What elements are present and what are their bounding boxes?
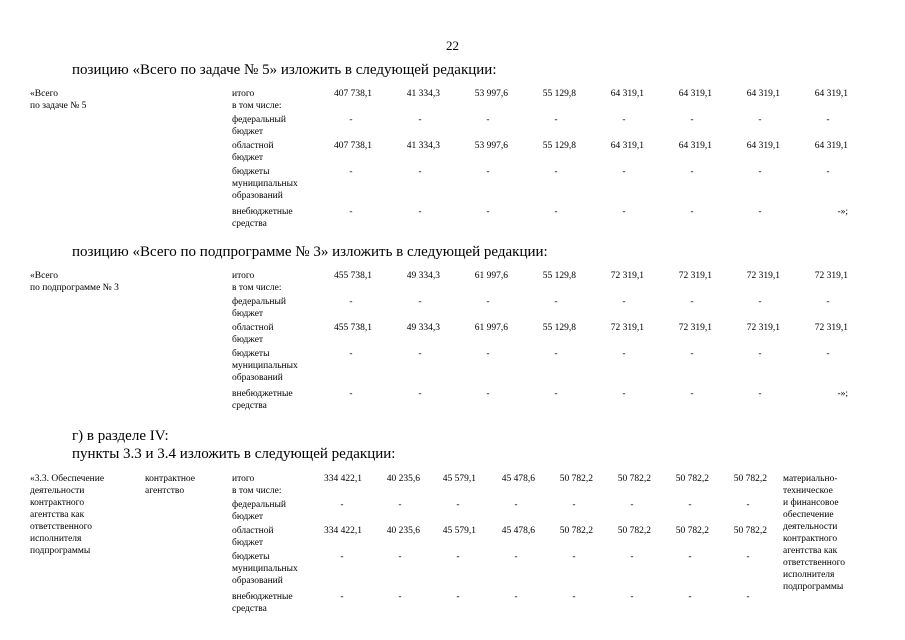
table-cell: - <box>349 167 353 177</box>
table-cell: - <box>418 389 422 399</box>
table-cell: - <box>690 167 694 177</box>
row-label: областной <box>232 526 274 536</box>
row-label: в том числе: <box>232 283 282 293</box>
table-cell: - <box>826 349 830 359</box>
row-label: средства <box>232 604 267 614</box>
table-cell: 49 334,3 <box>406 323 440 333</box>
item-result: деятельности <box>783 522 838 532</box>
table-cell: 45 579,1 <box>442 526 476 536</box>
row-label: бюджеты <box>232 552 270 562</box>
table-cell: - <box>758 207 762 217</box>
table-cell: 40 235,6 <box>386 526 420 536</box>
table-cell: 50 782,2 <box>559 526 593 536</box>
row-label: средства <box>232 219 267 229</box>
table-cell: 64 319,1 <box>814 89 848 99</box>
table-cell: - <box>554 297 558 307</box>
row-label: областной <box>232 323 274 333</box>
table-cell: - <box>349 207 353 217</box>
table-cell: - <box>418 349 422 359</box>
table-cell: - <box>690 389 694 399</box>
item-name: подпрограммы <box>30 546 91 556</box>
row-label: муниципальных <box>232 179 298 189</box>
table-cell: 334 422,1 <box>324 526 362 536</box>
table-cell: - <box>630 552 634 562</box>
row-label: образований <box>232 373 283 383</box>
table-cell: - <box>340 552 344 562</box>
table-cell: 72 319,1 <box>814 323 848 333</box>
row-label: итого <box>232 474 255 484</box>
table-cell: - <box>622 115 626 125</box>
table-cell: 334 422,1 <box>324 474 362 484</box>
table-cell: - <box>826 115 830 125</box>
table-cell: - <box>622 389 626 399</box>
table-cell: 455 738,1 <box>334 271 372 281</box>
item-name: ответственного <box>30 522 93 532</box>
table-cell: - <box>514 592 518 602</box>
table-cell: 407 738,1 <box>334 89 372 99</box>
table-cell: - <box>690 349 694 359</box>
row-label: бюджет <box>232 512 264 522</box>
table-cell: - <box>418 167 422 177</box>
table-cell: - <box>826 167 830 177</box>
section-heading: позицию «Всего по задаче № 5» изложить в следующей редакции: <box>72 62 497 78</box>
table-cell: - <box>746 552 750 562</box>
table-cell: 72 319,1 <box>678 271 712 281</box>
table-cell: 50 782,2 <box>733 526 767 536</box>
item-result: обеспечение <box>783 510 834 520</box>
table-cell: - <box>514 552 518 562</box>
row-label: средства <box>232 401 267 411</box>
table-cell: - <box>456 592 460 602</box>
total-label: по подпрограмме № 3 <box>30 283 119 293</box>
table-cell: 55 129,8 <box>542 323 576 333</box>
row-label: бюджет <box>232 538 264 548</box>
section-heading: позицию «Всего по подпрограмме № 3» изложить в следующей редакции: <box>72 244 548 260</box>
table-cell: 64 319,1 <box>678 141 712 151</box>
row-label: бюджеты <box>232 167 270 177</box>
table-cell: - <box>554 167 558 177</box>
table-cell: 45 579,1 <box>442 474 476 484</box>
table-cell: 41 334,3 <box>406 141 440 151</box>
item-name: контрактного <box>30 498 85 508</box>
table-cell: - <box>349 349 353 359</box>
table-cell: - <box>758 167 762 177</box>
table-cell: 64 319,1 <box>814 141 848 151</box>
table-cell: 55 129,8 <box>542 271 576 281</box>
table-cell: 50 782,2 <box>675 474 709 484</box>
row-label: федеральный <box>232 500 286 510</box>
row-label: внебюджетные <box>232 389 293 399</box>
table-cell: 49 334,3 <box>406 271 440 281</box>
row-label: муниципальных <box>232 361 298 371</box>
row-label: в том числе: <box>232 101 282 111</box>
section-g-heading: пункты 3.3 и 3.4 изложить в следующей редакции: <box>72 446 396 462</box>
table-cell: 64 319,1 <box>678 89 712 99</box>
row-label: федеральный <box>232 115 286 125</box>
table-cell: 72 319,1 <box>678 323 712 333</box>
table-cell: - <box>340 592 344 602</box>
row-label: внебюджетные <box>232 207 293 217</box>
item-name: исполнителя <box>30 534 82 544</box>
table-cell: - <box>349 389 353 399</box>
table-cell: - <box>688 500 692 510</box>
table-cell: 45 478,6 <box>501 526 535 536</box>
section-g-heading: г) в разделе IV: <box>72 428 169 444</box>
table-cell: - <box>418 115 422 125</box>
table-cell: 64 319,1 <box>610 141 644 151</box>
table-cell: - <box>622 349 626 359</box>
table-cell: 72 319,1 <box>610 323 644 333</box>
row-label: итого <box>232 271 255 281</box>
page-number: 22 <box>446 38 459 53</box>
table-cell: 72 319,1 <box>814 271 848 281</box>
table-cell: 50 782,2 <box>733 474 767 484</box>
table-cell: 40 235,6 <box>386 474 420 484</box>
table-cell: - <box>554 389 558 399</box>
table-cell: 55 129,8 <box>542 141 576 151</box>
table-cell: - <box>630 500 634 510</box>
item-result: контрактного <box>783 534 838 544</box>
table-cell: - <box>758 389 762 399</box>
table-cell: 50 782,2 <box>617 526 651 536</box>
item-result: исполнителя <box>783 570 835 580</box>
table-cell: 41 334,3 <box>406 89 440 99</box>
table-cell: 61 997,6 <box>474 271 508 281</box>
table-cell: - <box>690 297 694 307</box>
table-cell: - <box>690 207 694 217</box>
table-cell: - <box>456 552 460 562</box>
row-label: итого <box>232 89 255 99</box>
table-cell: - <box>486 115 490 125</box>
item-name: «3.3. Обеспечение <box>30 474 105 484</box>
row-label: бюджет <box>232 335 264 345</box>
item-executor: агентство <box>145 486 185 496</box>
table-cell: 61 997,6 <box>474 323 508 333</box>
table-cell: - <box>688 552 692 562</box>
row-label: бюджеты <box>232 349 270 359</box>
item-result: материально- <box>783 474 838 484</box>
table-cell: - <box>758 349 762 359</box>
table-cell: 55 129,8 <box>542 89 576 99</box>
table-cell: 45 478,6 <box>501 474 535 484</box>
table-cell: - <box>418 297 422 307</box>
table-cell: 72 319,1 <box>746 323 780 333</box>
table-cell: - <box>746 500 750 510</box>
table-cell: - <box>622 297 626 307</box>
table-cell: - <box>486 349 490 359</box>
row-label: в том числе: <box>232 486 282 496</box>
row-label: муниципальных <box>232 564 298 574</box>
table-cell: - <box>456 500 460 510</box>
table-cell: 50 782,2 <box>617 474 651 484</box>
table-cell: - <box>486 297 490 307</box>
table-cell: 50 782,2 <box>559 474 593 484</box>
row-label: бюджет <box>232 153 264 163</box>
item-result: подпрограммы <box>783 582 844 592</box>
table-cell: - <box>349 115 353 125</box>
table-cell: 72 319,1 <box>610 271 644 281</box>
total-label: «Всего <box>30 271 59 281</box>
table-cell: 50 782,2 <box>675 526 709 536</box>
table-cell: - <box>622 207 626 217</box>
table-cell: - <box>826 297 830 307</box>
table-cell: 53 997,6 <box>474 141 508 151</box>
table-cell: 53 997,6 <box>474 89 508 99</box>
total-label: по задаче № 5 <box>30 101 87 111</box>
table-cell: - <box>554 349 558 359</box>
table-cell: - <box>398 592 402 602</box>
table-cell: - <box>514 500 518 510</box>
table-cell: - <box>398 500 402 510</box>
table-cell: - <box>554 115 558 125</box>
item-name: деятельности <box>30 486 85 496</box>
row-label: областной <box>232 141 274 151</box>
table-cell: - <box>630 592 634 602</box>
table-cell: - <box>349 297 353 307</box>
table-cell: - <box>340 500 344 510</box>
item-executor: контрактное <box>145 474 196 484</box>
table-cell: 64 319,1 <box>746 89 780 99</box>
table-cell: -»; <box>837 389 848 399</box>
table-cell: - <box>486 207 490 217</box>
row-label: бюджет <box>232 127 264 137</box>
table-cell: - <box>622 167 626 177</box>
item-result: и финансовое <box>783 498 839 508</box>
table-cell: 64 319,1 <box>746 141 780 151</box>
row-label: образований <box>232 576 283 586</box>
table-cell: - <box>554 207 558 217</box>
table-cell: - <box>572 552 576 562</box>
total-label: «Всего <box>30 89 59 99</box>
table-cell: - <box>758 297 762 307</box>
item-name: агентства как <box>30 510 85 520</box>
table-cell: - <box>398 552 402 562</box>
table-cell: 72 319,1 <box>746 271 780 281</box>
table-cell: 455 738,1 <box>334 323 372 333</box>
item-result: техническое <box>783 486 833 496</box>
table-cell: -»; <box>837 207 848 217</box>
item-result: агентства как <box>783 546 838 556</box>
row-label: бюджет <box>232 309 264 319</box>
table-cell: - <box>690 115 694 125</box>
table-cell: - <box>486 167 490 177</box>
table-cell: - <box>486 389 490 399</box>
row-label: образований <box>232 191 283 201</box>
table-cell: 407 738,1 <box>334 141 372 151</box>
table-cell: - <box>758 115 762 125</box>
table-cell: - <box>746 592 750 602</box>
table-cell: - <box>572 500 576 510</box>
table-cell: - <box>418 207 422 217</box>
row-label: федеральный <box>232 297 286 307</box>
item-result: ответственного <box>783 558 846 568</box>
row-label: внебюджетные <box>232 592 293 602</box>
table-cell: - <box>688 592 692 602</box>
table-cell: - <box>572 592 576 602</box>
table-cell: 64 319,1 <box>610 89 644 99</box>
